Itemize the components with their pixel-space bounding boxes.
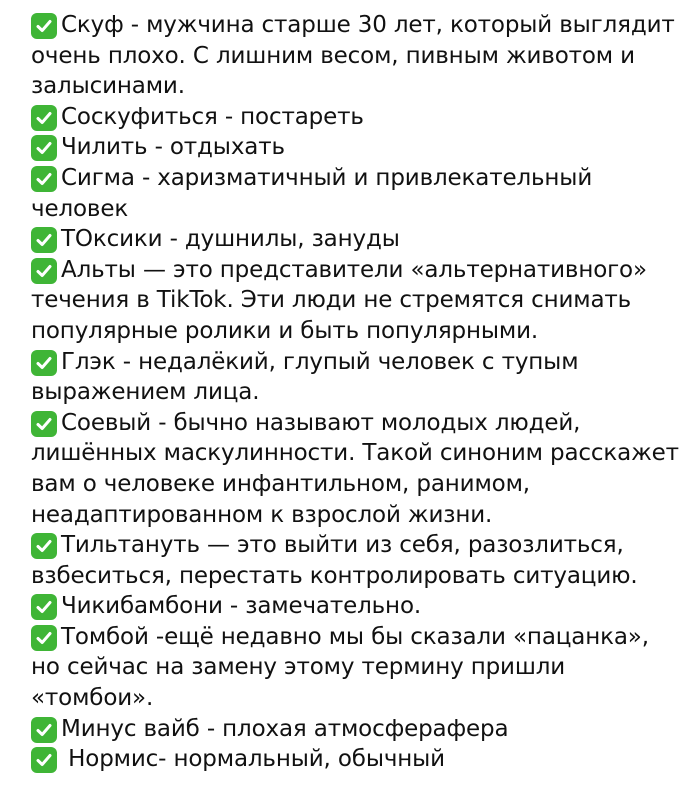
check-mark-icon bbox=[31, 135, 57, 161]
check-mark-icon bbox=[31, 747, 57, 773]
check-mark-icon bbox=[31, 13, 57, 39]
check-mark-icon bbox=[31, 411, 57, 437]
glossary-entry-normis bbox=[31, 744, 681, 775]
check-mark-icon bbox=[31, 166, 57, 192]
slang-glossary-list bbox=[31, 10, 681, 775]
glossary-entry-tiltanut bbox=[31, 530, 681, 591]
glossary-entry-text: Томбой -ещё недавно мы бы сказали «пацанка», но сейчас на замену этому термину пришли «томбои». bbox=[31, 623, 649, 712]
glossary-entry-tomboy bbox=[31, 622, 681, 714]
glossary-entry-text: Альты — это представители «альтернативного» течения в TikTok. Эти люди не стремятся снимать популярные ролики и быть популярными. bbox=[31, 256, 647, 344]
glossary-entry-text: Тильтануть — это выйти из себя, разозлиться, взбеситься, перестать контролировать ситуацию. bbox=[31, 532, 638, 589]
check-mark-icon bbox=[31, 350, 57, 376]
check-mark-icon bbox=[31, 258, 57, 284]
glossary-entry-text: Чилить - отдыхать bbox=[61, 134, 285, 161]
glossary-entry-soevy bbox=[31, 408, 681, 530]
glossary-entry-minus-vibe bbox=[31, 714, 681, 745]
glossary-entry-text: Соевый - бычно называют молодых людей, лишённых маскулинности. Такой синоним расскажет вам о человеке инфантильном, ранимом, неадаптированном к взрослой жизни. bbox=[31, 409, 679, 528]
glossary-entry-sigma bbox=[31, 163, 681, 224]
glossary-entry-soskufitsya bbox=[31, 102, 681, 133]
check-mark-icon bbox=[31, 105, 57, 131]
check-mark-icon bbox=[31, 533, 57, 559]
glossary-entry-text: Скуф - мужчина старше 30 лет, который выглядит очень плохо. С лишним весом, пивным животом и залысинами. bbox=[31, 12, 675, 100]
glossary-entry-glek bbox=[31, 347, 681, 408]
glossary-entry-text: Нормис- нормальный, обычный bbox=[61, 746, 445, 773]
glossary-entry-text: Глэк - недалёкий, глупый человек с тупым выражением лица. bbox=[31, 348, 579, 406]
glossary-entry-text: ТОксики - душнилы, зануды bbox=[61, 226, 400, 253]
glossary-entry-toksiki bbox=[31, 224, 681, 255]
check-mark-icon bbox=[31, 227, 57, 253]
glossary-entry-text: Соскуфиться - постареть bbox=[61, 103, 364, 130]
glossary-entry-text: Чикибамбони - замечательно. bbox=[61, 593, 422, 620]
check-mark-icon bbox=[31, 594, 57, 620]
check-mark-icon bbox=[31, 717, 57, 743]
glossary-entry-chilit bbox=[31, 132, 681, 163]
glossary-entry-skuf bbox=[31, 10, 681, 102]
glossary-entry-text: Сигма - харизматичный и привлекательный человек bbox=[31, 164, 593, 222]
glossary-entry-text: Минус вайб - плохая атмосферафера bbox=[61, 715, 509, 742]
check-mark-icon bbox=[31, 625, 57, 651]
glossary-entry-chikibamboni bbox=[31, 591, 681, 622]
glossary-entry-alty bbox=[31, 255, 681, 347]
